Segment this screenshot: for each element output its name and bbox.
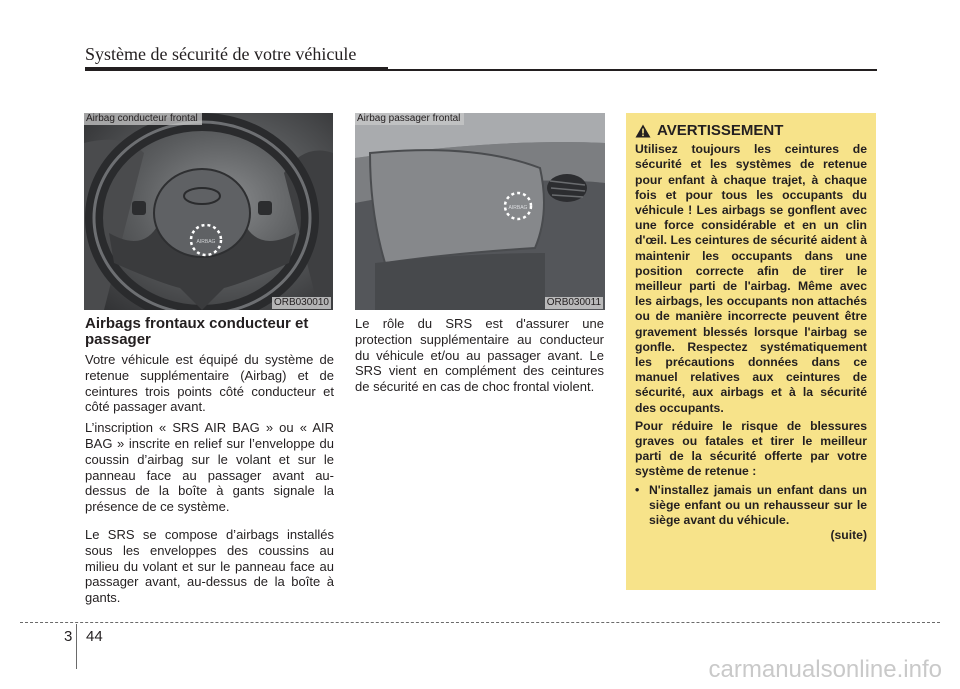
- footer-vertical-rule: [76, 624, 77, 669]
- figure-code: ORB030011: [546, 297, 601, 308]
- photo-caption: Airbag conducteur frontal: [84, 113, 202, 125]
- page-number: 44: [86, 628, 103, 645]
- steering-wheel-illustration: [84, 113, 333, 310]
- warning-bullet-text: N'installez jamais un enfant dans un siège enfant ou un rehausseur sur le siège avant du véhicule.: [649, 482, 867, 528]
- page-header-title: Système de sécurité de votre véhicule: [85, 44, 357, 64]
- warning-paragraph: Pour réduire le risque de blessures graves ou fatales et tirer le meilleur parti de la sécurité offerte par votre système de retenue :: [635, 418, 867, 479]
- header-rule-thin: [388, 69, 877, 71]
- footer-divider: [20, 622, 940, 623]
- chapter-number: 3: [64, 628, 73, 645]
- driver-airbag-emblem: AIRBAG: [196, 239, 216, 245]
- warning-box: [626, 113, 876, 590]
- left-column: [85, 316, 334, 611]
- warning-header: [635, 123, 867, 138]
- passenger-airbag-emblem: AIRBAG: [508, 205, 528, 211]
- warning-paragraph: Utilisez toujours les ceintures de sécurité et les systèmes de retenue pour enfant à chaque trajet, à chaque fois et pour tous les occupants du véhicule ! Les airbags se gonflent avec une force considérable et en un clin d'œil. Les ceintures de sécurité aident à maintenir les occupants dans une position correcte afin de tirer le meilleur parti de l'airbag. Même avec les airbags, les occupants non attachés ou de manière incorrecte peuvent être gravement blessés lorsque l'airbag se gonfle. Respectez systématiquement les précautions données dans ce manuel relatives aux ceintures de sécurité, aux airbags et à la sécurité des occupants.: [635, 142, 867, 415]
- middle-column: [355, 316, 604, 400]
- photo-caption: Airbag passager frontal: [355, 113, 464, 125]
- watermark: carmanualsonline.info: [708, 656, 942, 683]
- continued-label: (suite): [830, 528, 867, 543]
- warning-triangle-icon: [635, 124, 651, 138]
- warning-bullet: [635, 483, 867, 529]
- warning-title: AVERTISSEMENT: [657, 122, 784, 139]
- passenger-airbag-photo: [355, 113, 605, 310]
- driver-airbag-photo: [84, 113, 333, 310]
- header-rule: [85, 67, 388, 71]
- figure-code: ORB030010: [273, 297, 329, 308]
- dashboard-illustration: [355, 113, 605, 310]
- paragraph: Le SRS se compose d’airbags installés sous les enveloppes des coussins au milieu du volant et sur le panneau face au passager avant, au-dessus de la boîte à gants.: [85, 526, 334, 606]
- paragraph: L’inscription « SRS AIR BAG » ou « AIR BAG » inscrite en relief sur l’enveloppe du coussin d’airbag sur le volant et sur le panneau face au passager avant au-dessus de la boîte à gants signale la présence de ce système.: [85, 420, 334, 515]
- bullet-dot-icon: •: [635, 482, 640, 497]
- paragraph: Le rôle du SRS est d'assurer une protection supplémentaire au conducteur du véhicule et/ou au passager avant. Le SRS vient en complément des ceintures de sécurité en cas de choc frontal violent.: [355, 316, 604, 395]
- paragraph: Votre véhicule est équipé du système de retenue supplémentaire (Airbag) et de ceintures trois points côté conducteur et côté passager avant.: [85, 352, 334, 415]
- section-title: Airbags frontaux conducteur et passager: [85, 315, 309, 348]
